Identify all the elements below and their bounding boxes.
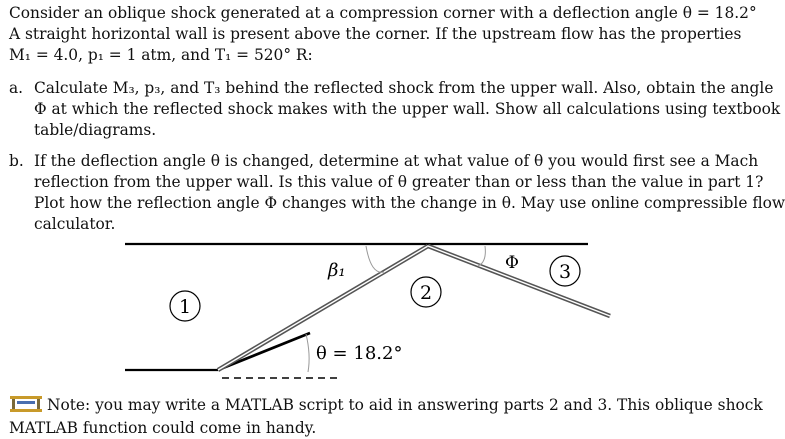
note-line-2: MATLAB function could come in handy. bbox=[9, 419, 317, 437]
part-b-marker: b. bbox=[9, 152, 24, 170]
beta-label: β₁ bbox=[328, 260, 346, 281]
theta-label: θ = 18.2° bbox=[316, 343, 403, 364]
part-a-line-3: table/diagrams. bbox=[34, 121, 157, 139]
intro-line-1: Consider an oblique shock generated at a compression corner with a deflection angle θ = 18.2° bbox=[9, 4, 757, 22]
reflected-shock-core bbox=[428, 246, 610, 316]
part-b-line-1: If the deflection angle θ is changed, determine at what value of θ you would first see a Mach bbox=[34, 152, 759, 170]
note-line-1-wrap bbox=[9, 395, 763, 418]
intro-line-3: M₁ = 4.0, p₁ = 1 atm, and T₁ = 520° R: bbox=[9, 46, 313, 64]
part-a-marker: a. bbox=[9, 79, 24, 97]
note-line-1: Note: you may write a MATLAB script to aid in answering parts 2 and 3. This oblique shock bbox=[47, 396, 763, 414]
part-b-line-3: Plot how the reflection angle Φ changes with the change in θ. May use online compressible flow bbox=[34, 194, 785, 212]
region-2-label: 2 bbox=[419, 282, 433, 304]
theta-arc bbox=[306, 334, 309, 372]
region-3-label: 3 bbox=[558, 261, 572, 283]
note bbox=[9, 395, 763, 438]
part-a-line-2: Φ at which the reflected shock makes with the upper wall. Show all calculations using textbook bbox=[34, 100, 781, 118]
beta-arc bbox=[366, 246, 384, 272]
part-b-line-2: reflection from the upper wall. Is this value of θ greater than or less than the value in part 1? bbox=[34, 173, 764, 191]
phi-arc bbox=[478, 246, 485, 266]
region-1-label: 1 bbox=[178, 296, 192, 318]
part-b-line-4: calculator. bbox=[34, 215, 116, 233]
note-sign-icon bbox=[9, 395, 43, 418]
phi-label: Φ bbox=[505, 253, 519, 273]
part-a-line-1: Calculate M₃, p₃, and T₃ behind the reflected shock from the upper wall. Also, obtain the angle bbox=[34, 79, 774, 97]
intro-line-2: A straight horizontal wall is present above the corner. If the upstream flow has the properties bbox=[9, 25, 742, 43]
